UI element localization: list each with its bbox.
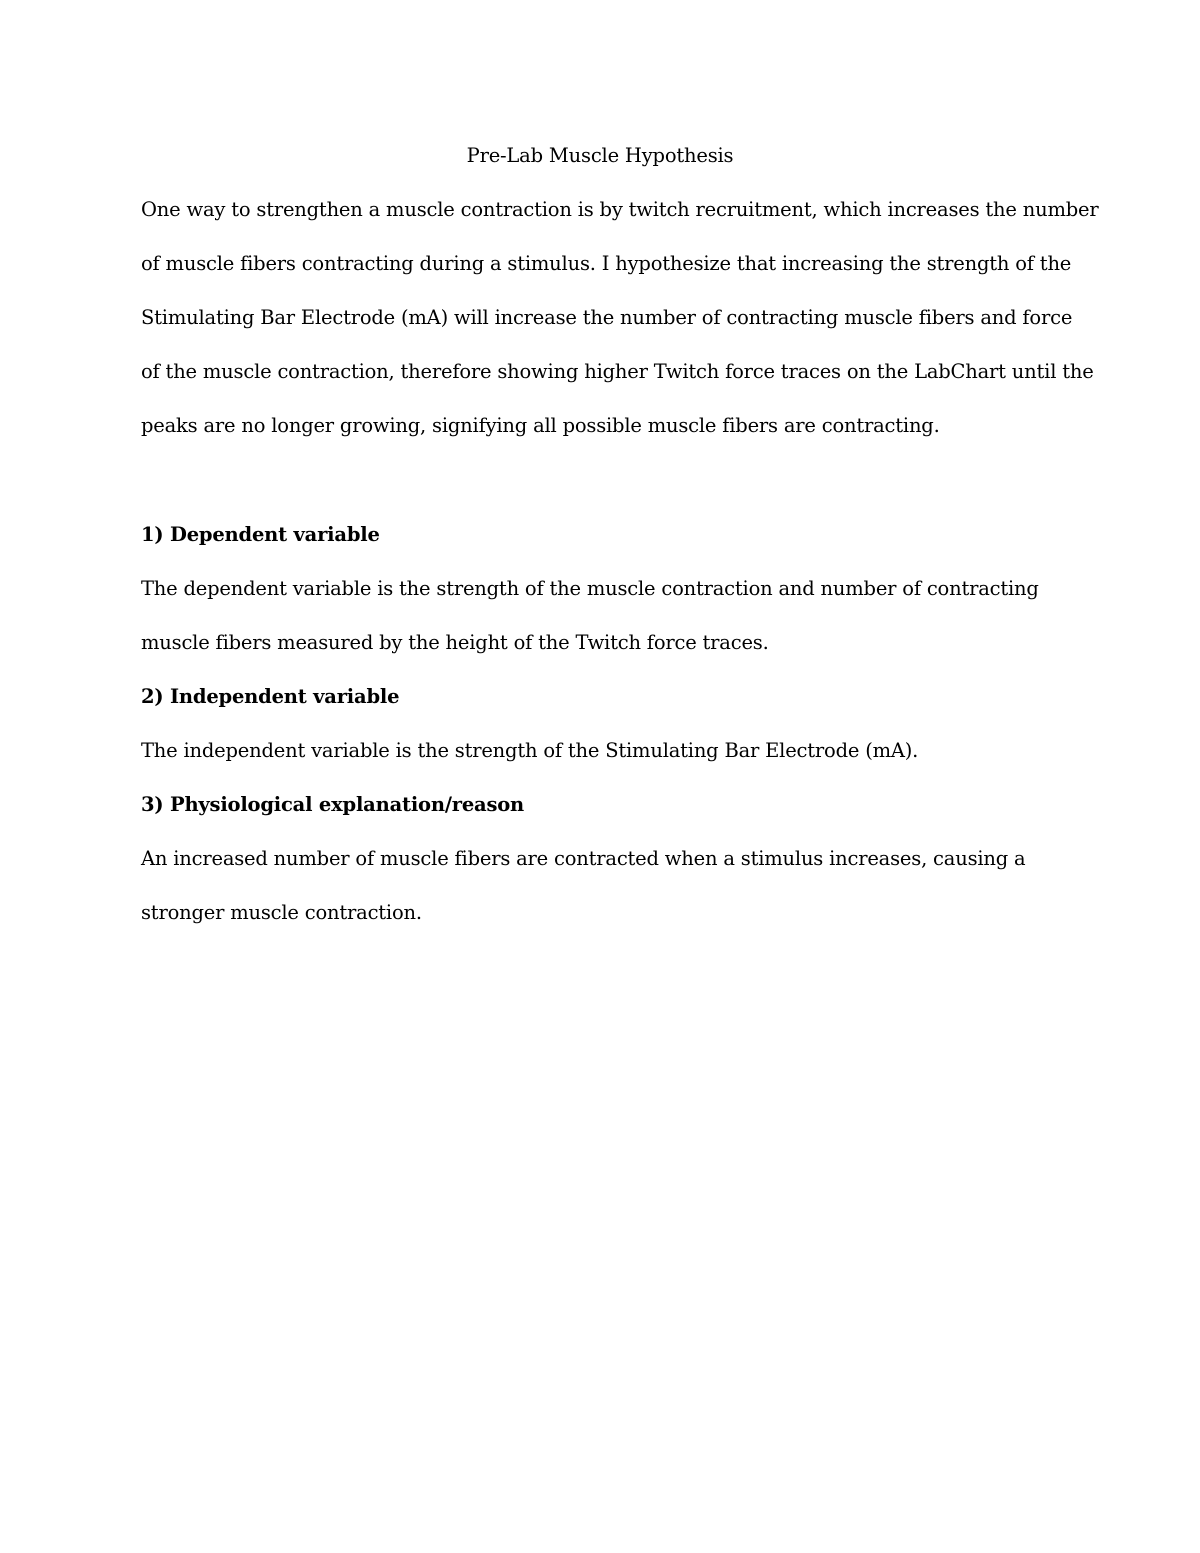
section-line: An increased number of muscle fibers are contracted when a stimulus increases, causing a — [141, 847, 1026, 870]
section-line: The dependent variable is the strength of the muscle contraction and number of contracting — [141, 577, 1039, 600]
page-title: Pre-Lab Muscle Hypothesis — [466, 144, 734, 167]
section-line: muscle fibers measured by the height of the Twitch force traces. — [141, 631, 769, 654]
intro-line: of muscle fibers contracting during a stimulus. I hypothesize that increasing the strength of the — [141, 252, 1072, 275]
intro-line: One way to strengthen a muscle contraction is by twitch recruitment, which increases the number — [141, 198, 1099, 221]
section-heading: 1) Dependent variable — [141, 523, 380, 546]
section-line: stronger muscle contraction. — [141, 901, 422, 924]
intro-line: peaks are no longer growing, signifying all possible muscle fibers are contracting. — [141, 414, 940, 437]
intro-line: Stimulating Bar Electrode (mA) will increase the number of contracting muscle fibers and force — [141, 306, 1073, 329]
section-heading: 2) Independent variable — [141, 685, 400, 708]
intro-line: of the muscle contraction, therefore showing higher Twitch force traces on the LabChart until the — [141, 360, 1094, 383]
paragraph-spacer — [141, 462, 1066, 517]
section-line: The independent variable is the strength of the Stimulating Bar Electrode (mA). — [141, 739, 919, 762]
section-heading: 3) Physiological explanation/reason — [141, 793, 525, 816]
section-independent-variable — [141, 679, 1066, 787]
document-body — [141, 138, 1099, 949]
section-dependent-variable — [141, 517, 1066, 679]
section-physiological-explanation — [141, 787, 1066, 949]
intro-paragraph — [141, 192, 1099, 462]
